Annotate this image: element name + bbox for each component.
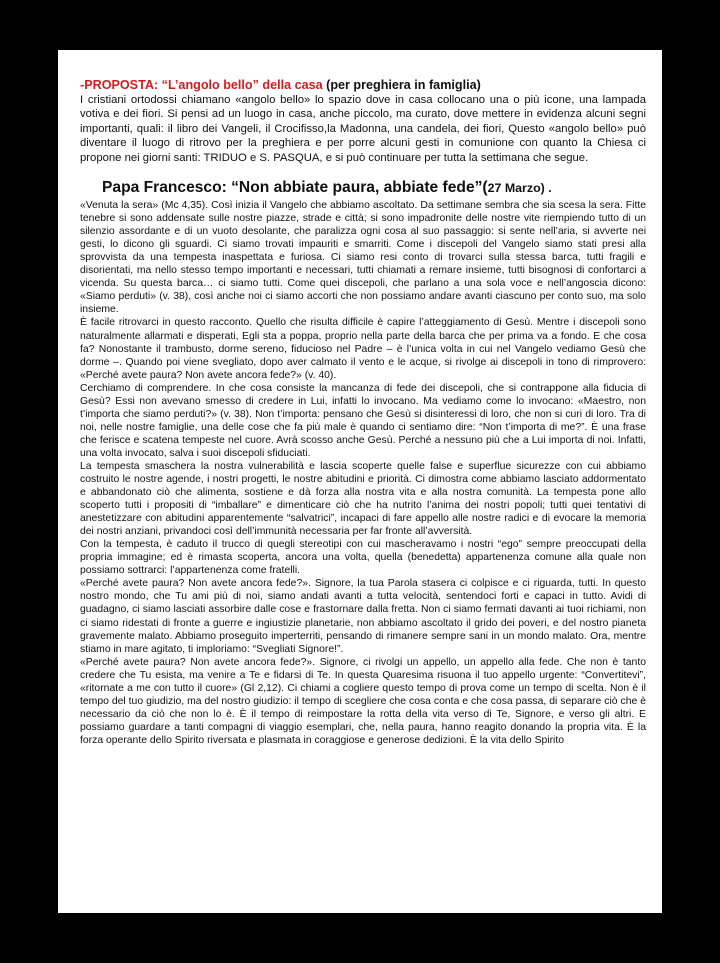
proposta-body: I cristiani ortodossi chiamano «angolo bello» lo spazio dove in casa collocano una o più icone, una lampada votiva e dei fiori. Si pensi ad un luogo in casa, anche piccolo, ma curato, dove mettere in evidenza alcuni segni importanti, quali: il libro dei Vangeli, il Crocifisso,la Madonna, una candela, dei fiori, Questo «angolo bello» può diventare il luogo di ritrovo per la preghiera e per porre alcuni gesti in comunione con quanto la Chiesa ci propone nei giorni santi: TRIDUO e S. PASQUA, e si può continuare per tutta la settimana che segue. xyxy=(80,94,646,164)
homily-paragraph-4: La tempesta smaschera la nostra vulnerabilità e lascia scoperte quelle false e superflue sicurezze con cui abbiamo costruito le nostre agende, i nostri progetti, le nostre abitudini e priorità. Ci dimostra come abbiamo lasciato addormentato e abbandonato ciò che alimenta, sostiene e dà forza alla nostra vita e alla nostra comunità. La tempesta pone allo scoperto tutti i propositi di “imballare” e dimenticare ciò che ha nutrito l’anima dei nostri popoli; tutti quei tentativi di anestetizzare con abitudini apparentemente “salvatrici”, incapaci di fare appello alle nostre radici e di evocare la memoria dei nostri anziani, privandoci così dell’immunità necessaria per far fronte all’avversità. xyxy=(80,460,646,538)
proposta-paren-close: ) xyxy=(476,78,481,92)
homily-text xyxy=(80,199,646,747)
homily-paragraph-7: «Perché avete paura? Non avete ancora fede?». Signore, ci rivolgi un appello, un appello alla fede. Che non è tanto credere che Tu esista, ma venire a Te e fidarsi di Te. In questa Quaresima risuona il tuo appello urgente: “Convertitevi”, «ritornate a me con tutto il cuore» (Gl 2,12). Ci chiami a cogliere questo tempo di prova come un tempo di scelta. Non è il tempo del tuo giudizio, ma del nostro giudizio: il tempo di scegliere che cosa conta e che cosa passa, di separare ciò che è necessario da ciò che non lo è. È il tempo di reimpostare la rotta della vita verso di Te, Signore, e verso gli altri. E possiamo guardare a tanti compagni di viaggio esemplari, che, nella paura, hanno reagito donando la propria vita. È la forza operante dello Spirito riversata e plasmata in coraggiose e generose dedizioni. È la vita dello Spirito xyxy=(80,656,646,746)
proposta-title: “L’angolo bello” della casa xyxy=(161,78,327,92)
proposta-heading xyxy=(80,78,646,93)
document-page xyxy=(58,50,662,913)
papa-heading-title: Papa Francesco: “Non abbiate paura, abbiate fede”( xyxy=(102,179,488,197)
homily-paragraph-3: Cerchiamo di comprendere. In che cosa consiste la mancanza di fede dei discepoli, che si contrappone alla fiducia di Gesù? Essi non avevano smesso di credere in Lui, infatti lo invocano. Ma vediamo come lo invocano: «Maestro, non t’importa che siamo perduti?» (v. 38). Non t’importa: pensano che Gesù si disinteressi di loro, che non si curi di loro. Tra di noi, nelle nostre famiglie, una delle cose che fa più male è quando ci sentiamo dire: “Non t’importa di me?”. È una frase che ferisce e scatena tempeste nel cuore. Avrà scosso anche Gesù. Perché a nessuno più che a Lui importa di noi. Infatti, una volta invocato, salva i suoi discepoli sfiduciati. xyxy=(80,382,646,459)
homily-paragraph-5: Con la tempesta, è caduto il trucco di quegli stereotipi con cui mascheravamo i nostri “ego” sempre preoccupati della propria immagine; ed è rimasta scoperta, ancora una volta, quella (benedetta) appartenenza comune alla quale non possiamo sottrarci: l’appartenenza come fratelli. xyxy=(80,539,646,577)
papa-heading-date: 27 Marzo) . xyxy=(487,181,552,196)
papa-heading xyxy=(80,179,646,197)
proposta-subtitle: per preghiera in famiglia xyxy=(330,78,477,92)
homily-paragraph-2: È facile ritrovarci in questo racconto. Quello che risulta difficile è capire l’atteggiamento di Gesù. Mentre i discepoli sono naturalmente allarmati e disperati, Egli sta a poppa, proprio nella parte della barca che per prima va a fondo. E che cosa fa? Nonostante il trambusto, dorme sereno, fiducioso nel Padre – è l’unica volta in cui nel Vangelo vediamo Gesù che dorme –. Quando poi viene svegliato, dopo aver calmato il vento e le acque, si rivolge ai discepoli in tono di rimprovero: «Perché avete paura? Non avete ancora fede?» (v. 40). xyxy=(80,317,646,381)
homily-paragraph-6: «Perché avete paura? Non avete ancora fede?». Signore, la tua Parola stasera ci colpisce e ci riguarda, tutti. In questo nostro mondo, che Tu ami più di noi, siamo andati avanti a tutta velocità, sentendoci forti e capaci in tutto. Avidi di guadagno, ci siamo lasciati assorbire dalle cose e frastornare dalla fretta. Non ci siamo fermati davanti ai tuoi richiami, non ci siamo ridestati di fronte a guerre e ingiustizie planetarie, non abbiamo ascoltato il grido dei poveri, e del nostro pianeta gravemente malato. Abbiamo proseguito imperterriti, pensando di rimanere sempre sani in un mondo malato. Ora, mentre stiamo in mare agitato, ti imploriamo: “Svegliati Signore!”. xyxy=(80,578,646,655)
proposta-paren-open: ( xyxy=(326,78,331,92)
document-content xyxy=(80,78,646,747)
proposta-section xyxy=(80,78,646,165)
homily-paragraph-1: «Venuta la sera» (Mc 4,35). Così inizia il Vangelo che abbiamo ascoltato. Da settimane sembra che sia scesa la sera. Fitte tenebre si sono addensate sulle nostre piazze, strade e città; si sono impadronite delle nostre vite riempiendo tutto di un silenzio assordante e di un vuoto desolante, che paralizza ogni cosa al suo passaggio: si sente nell’aria, si avverte nei gesti, lo dicono gli sguardi. Ci siamo trovati impauriti e smarriti. Come i discepoli del Vangelo siamo stati presi alla sprovvista da una tempesta inaspettata e furiosa. Ci siamo resi conto di trovarci sulla stessa barca, tutti fragili e disorientati, ma nello stesso tempo importanti e necessari, tutti chiamati a remare insieme, tutti bisognosi di confortarci a vicenda. Su questa barca… ci siamo tutti. Come quei discepoli, che parlano a una sola voce e nell’angoscia dicono: «Siamo perduti» (v. 38), così anche noi ci siamo accorti che non possiamo andare avanti ciascuno per conto suo, ma solo insieme. xyxy=(80,200,646,316)
proposta-label: -PROPOSTA: xyxy=(80,78,162,92)
